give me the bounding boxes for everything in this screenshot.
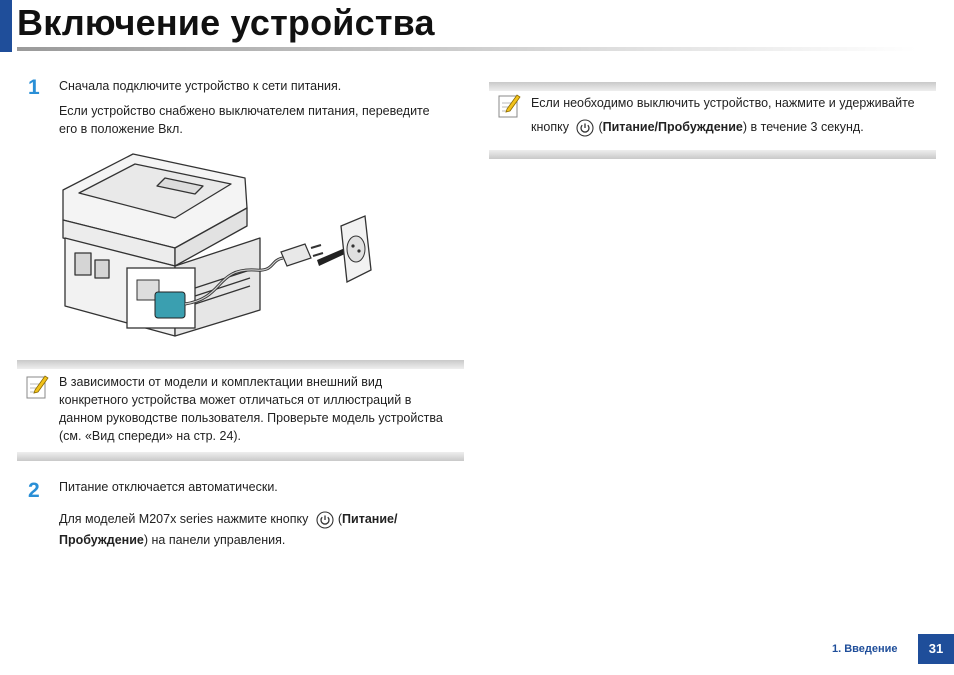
page-title: Включение устройства bbox=[17, 2, 435, 43]
step-2-text-1: Питание отключается автоматически. bbox=[59, 480, 278, 494]
note-pencil-icon bbox=[25, 374, 49, 400]
title-accent-bar bbox=[0, 0, 12, 52]
step-2-text-3 bbox=[59, 531, 285, 549]
footer-section-link[interactable]: 1. Введение bbox=[832, 643, 898, 655]
step-1-text-2b: его в положение Вкл. bbox=[59, 122, 183, 136]
note-right-bold-power-wakeup: Питание/Пробуждение bbox=[602, 120, 743, 134]
note-right-line-2-rest: ) в течение 3 секунд. bbox=[742, 120, 864, 134]
power-button-icon bbox=[576, 119, 594, 137]
step-2-number: 2 bbox=[28, 479, 40, 502]
note-left-line-3: данном руководстве пользователя. Проверьте модель устройства bbox=[59, 411, 443, 425]
step-2-bold-wakeup: Пробуждение bbox=[59, 533, 144, 547]
note-pencil-icon bbox=[497, 93, 521, 119]
step-1-text-1: Сначала подключите устройство к сети питания. bbox=[59, 79, 342, 93]
note-right-line-2 bbox=[531, 118, 864, 137]
step-2-bold-power: Питание/ bbox=[342, 512, 398, 526]
step-2-text-2 bbox=[59, 510, 397, 529]
printer-power-connection-illustration bbox=[55, 148, 385, 348]
note-left-line-4: (см. «Вид спереди» на стр. 24). bbox=[59, 429, 242, 443]
note-box-power-off bbox=[489, 82, 936, 159]
step-1-number: 1 bbox=[28, 76, 40, 99]
step-2-text-3-rest: ) на панели управления. bbox=[143, 533, 286, 547]
step-1-text-2a: Если устройство снабжено выключателем питания, переведите bbox=[59, 104, 430, 118]
note-top-bar bbox=[489, 82, 936, 91]
note-bottom-bar bbox=[489, 150, 936, 159]
page-number: 31 bbox=[918, 634, 954, 664]
step-2-text-2-pre: Для моделей M207x series нажмите кнопку bbox=[59, 512, 309, 526]
note-right-line-2-pre: кнопку bbox=[531, 120, 569, 134]
note-bottom-bar bbox=[17, 452, 464, 461]
note-box-model-differences bbox=[17, 360, 464, 461]
title-divider bbox=[17, 47, 917, 51]
note-top-bar bbox=[17, 360, 464, 369]
power-button-icon bbox=[316, 511, 334, 529]
note-right-line-1: Если необходимо выключить устройство, нажмите и удерживайте bbox=[531, 96, 915, 110]
note-left-line-2: конкретного устройства может отличаться от иллюстраций в bbox=[59, 393, 412, 407]
note-right-open-paren: ( bbox=[598, 120, 603, 134]
note-left-line-1: В зависимости от модели и комплектации внешний вид bbox=[59, 375, 383, 389]
step-2-open-paren: ( bbox=[337, 512, 343, 526]
